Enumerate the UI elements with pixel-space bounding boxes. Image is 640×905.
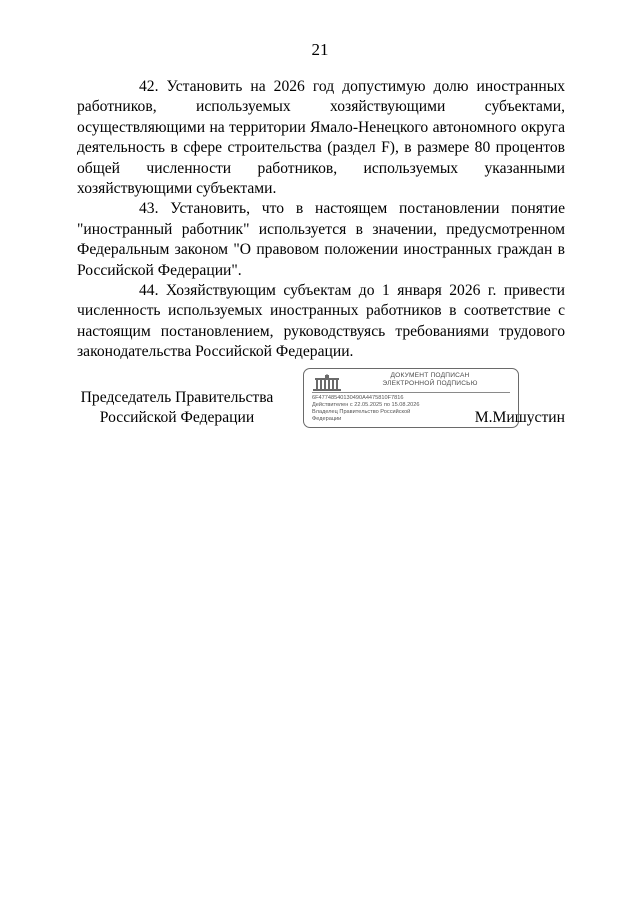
document-body — [77, 77, 565, 363]
stamp-validity: Действителен с 22.05.2025 по 15.08.2026 — [312, 402, 420, 408]
government-building-icon — [312, 374, 342, 392]
paragraph-42: 42. Установить на 2026 год допустимую долю иностранных работников, используемых хозяйствующими субъектами, осуществляющими на территории Ямало-Ненецкого автономного округа деятельность в сфере строительства (раздел F), в размере 80 процентов общей численности работников, используемых указанными хозяйствующими субъектами. — [77, 78, 565, 198]
signatory-title — [77, 388, 277, 429]
signatory-title-line1: Председатель Правительства — [80, 389, 274, 406]
stamp-owner-line1: Владелец Правительство Российской — [312, 409, 411, 415]
signature-block — [77, 368, 565, 432]
stamp-owner-line2: Федерации — [312, 416, 342, 422]
stamp-divider — [312, 392, 510, 393]
page-number: 21 — [311, 40, 329, 59]
signatory-name: М.Мишустин — [474, 409, 565, 426]
paragraph-44: 44. Хозяйствующим субъектам до 1 января 2026 г. привести численность используемых иностранных работников в соответствие с настоящим постановлением, руководствуясь требованиями трудового законодательства Российской Федерации. — [77, 282, 565, 361]
stamp-certificate-number: 6F47748540130490A4475810F7816 — [312, 395, 404, 401]
stamp-heading — [348, 372, 512, 388]
signatory-title-line2: Российской Федерации — [99, 409, 255, 427]
stamp-heading-line1: ДОКУМЕНТ ПОДПИСАН — [390, 372, 470, 379]
paragraph-43: 43. Установить, что в настоящем постановлении понятие "иностранный работник" используется в значении, предусмотренном Федеральным законом "О правовом положении иностранных граждан в Российской Федерации". — [77, 200, 565, 279]
stamp-heading-line2: ЭЛЕКТРОННОЙ ПОДПИСЬЮ — [382, 380, 478, 387]
